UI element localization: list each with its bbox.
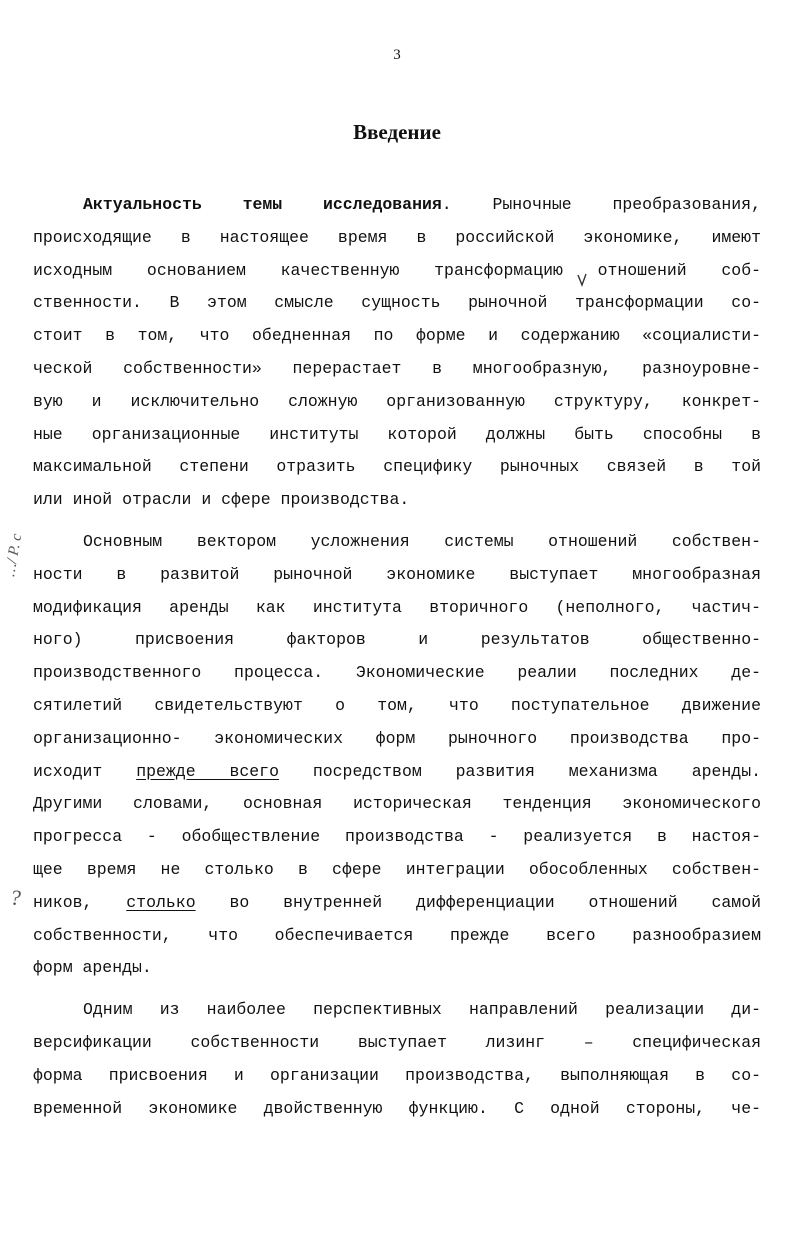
emphasized-heading: Актуальность темы исследования (83, 195, 442, 214)
paragraph (33, 189, 761, 517)
text-line: временной экономике двойственную функцию. С одной стороны, че- (33, 1098, 761, 1118)
text-line: ческой собственности» перерастает в многообразную, разноуровне- (33, 358, 761, 378)
text-line: модификация аренды как института вторичного (неполного, частич- (33, 597, 761, 617)
margin-question-mark: ? (10, 885, 21, 910)
text-line: версификации собственности выступает лизинг – специфическая (33, 1032, 761, 1052)
document-body (33, 189, 761, 1125)
text-line: собственности, что обеспечивается прежде всего разнообразием (33, 925, 761, 945)
text-line: ности в развитой рыночной экономике выступает многообразная (33, 564, 761, 584)
text-line: Актуальность темы исследования. Рыночные преобразования, (83, 195, 761, 214)
text-line: форма присвоения и организации производства, выполняющая в со- (33, 1065, 761, 1085)
text-line: производственного процесса. Экономические реалии последних де- (33, 663, 761, 683)
text-line: исходным основанием качественную трансформацию отношений соб- (33, 260, 761, 280)
underlined-phrase: столько (126, 892, 196, 912)
text-line: или иной отрасли и сфере производства. (33, 490, 410, 510)
text-line: ного) присвоения факторов и результатов общественно- (33, 630, 761, 650)
paragraph (33, 994, 761, 1125)
text-line: Основным вектором усложнения системы отношений собствен- (83, 531, 761, 551)
page-title: Введение (353, 120, 441, 144)
text-line: форм аренды. (33, 958, 152, 978)
text-line: щее время не столько в сфере интеграции обособленных собствен- (33, 859, 761, 879)
paragraph (33, 526, 761, 985)
text-line: Другими словами, основная историческая тенденция экономического (33, 794, 761, 814)
text-line: сятилетий свидетельствуют о том, что поступательное движение (33, 695, 761, 715)
text-line: организационно- экономических форм рыночного производства про- (33, 728, 761, 748)
text-line: ные организационные институты которой должны быть способны в (33, 424, 761, 444)
page-number: 3 (393, 47, 401, 63)
margin-handwritten-note: …/ Р. с (2, 532, 26, 578)
text-line: максимальной степени отразить специфику рыночных связей в той (33, 457, 761, 477)
text-line: исходит прежде всего посредством развития механизма аренды. (33, 761, 761, 781)
text-line: прогресса - обобществление производства - реализуется в настоя- (33, 827, 761, 847)
text-line: Одним из наиболее перспективных направлений реализации ди- (83, 1000, 761, 1020)
text-line: стоит в том, что обедненная по форме и содержанию «социалисти- (33, 326, 761, 346)
text-line: ников, столько во внутренней дифференциации отношений самой (33, 892, 761, 912)
text-line: ственности. В этом смысле сущность рыночной трансформации со- (33, 293, 761, 313)
text-line: происходящие в настоящее время в российской экономике, имеют (33, 227, 761, 247)
text-line: вую и исключительно сложную организованную структуру, конкрет- (33, 391, 761, 411)
underlined-phrase: прежде всего (136, 761, 279, 781)
